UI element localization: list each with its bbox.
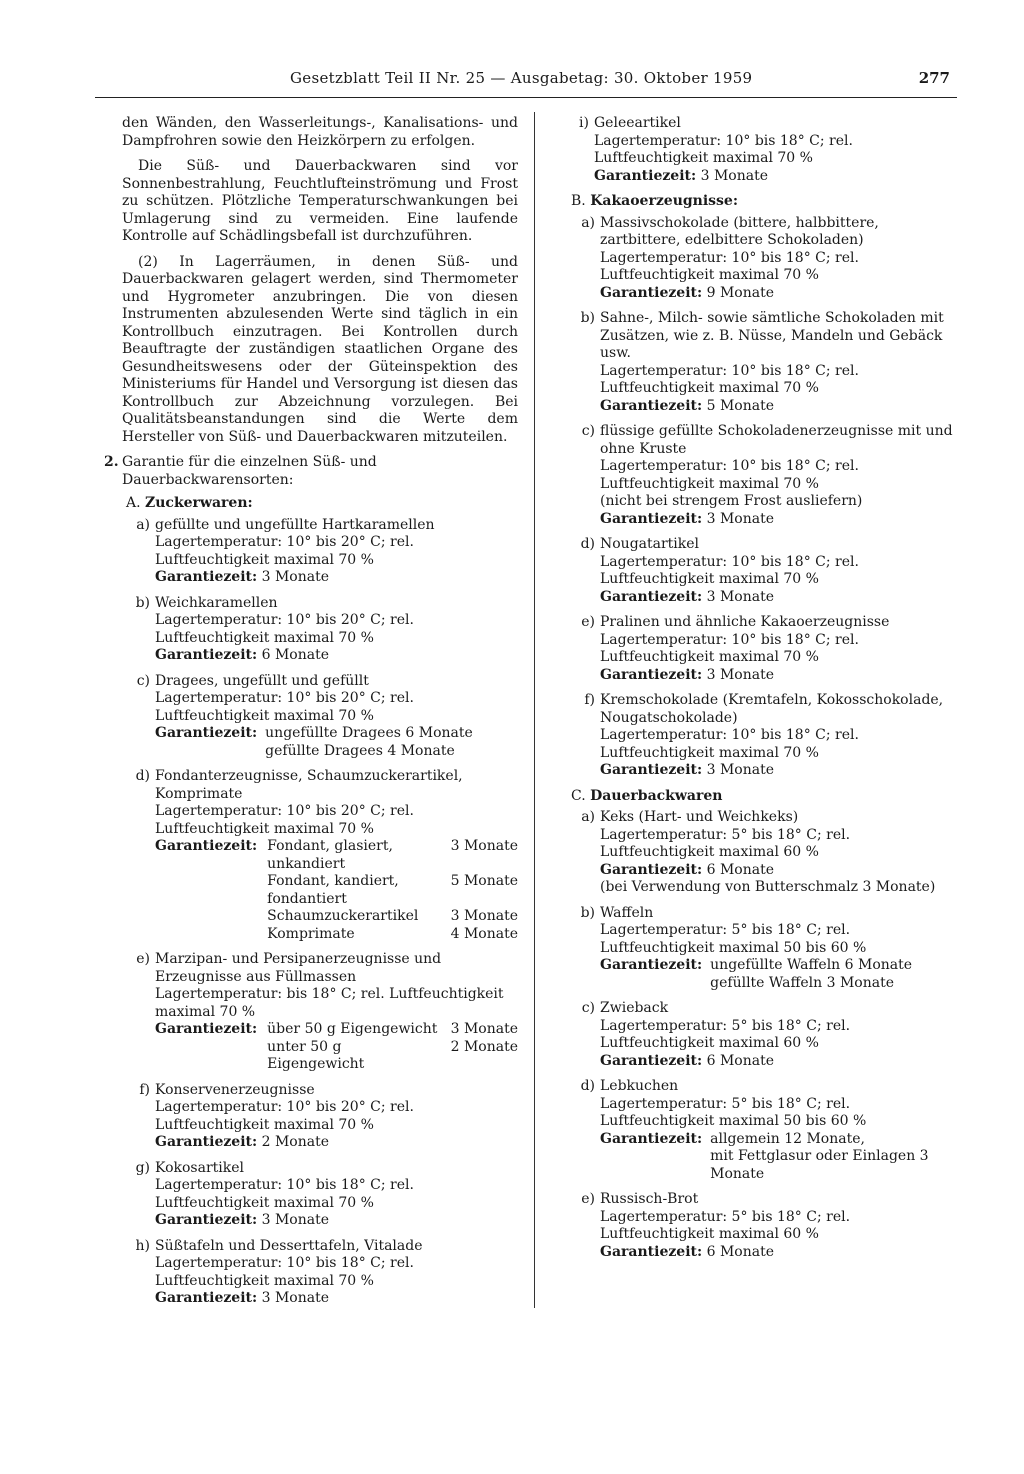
guarantee-row-value: 4 Monate [450,925,518,942]
guarantee-row-label: über 50 g Eigengewicht [267,1021,438,1037]
item-storage: Lagertemperatur: 5° bis 18° C; rel. Luftfeuchtigkeit maximal 50 bis 60 % [600,922,867,956]
item-name: Konservenerzeugnisse [155,1081,315,1098]
intro-paragraph-2: Die Süß- und Dauerbackwaren sind vor Sonnenbestrahlung, Feuchtlufteinströmung und Frost zu schützen. Plötzliche Temperaturschwankungen bei Umlagerung sind zu vermeiden. Eine laufende Kontrolle auf Schädlingsbefall ist durchzuführen. [122,158,518,244]
guarantee-row-value: 3 Monate [450,1021,518,1037]
item-name: Zwieback [600,1000,669,1016]
item-storage: Lagertemperatur: 10° bis 18° C; rel. Luftfeuchtigkeit maximal 70 % [600,249,859,283]
item-name: Geleeartikel [594,115,681,131]
guarantee-value: mit Fettglasur oder Einlagen 3 Monate [710,1148,929,1182]
item-storage: Lagertemperatur: 5° bis 18° C; rel. Luftfeuchtigkeit maximal 60 % [600,1208,851,1242]
header-rule [95,97,957,98]
item-name: Russisch-Brot [600,1191,699,1207]
guarantee-value: gefüllte Waffeln 3 Monate [710,974,895,991]
item-label: f) [584,692,595,708]
guarantee-value: ungefüllte Waffeln 6 Monate [710,957,913,973]
guarantee-table [155,1021,518,1074]
section-a-letter: A. [126,495,141,511]
guarantee-label: Garantiezeit: [155,1021,258,1037]
item-storage: Lagertemperatur: 5° bis 18° C; rel. Luftfeuchtigkeit maximal 60 % [600,1017,851,1051]
list-item [573,1191,959,1261]
section-b-title: Kakaoerzeugnisse: [590,193,738,209]
guarantee-value: ungefüllte Dragees 6 Monate [265,725,473,741]
guarantee-row-label: Fondant, glasiert, unkandiert [267,838,393,872]
section-c-items [573,809,959,1261]
guarantee-label: Garantiezeit: [600,861,703,878]
guarantee-table [155,838,518,943]
section-b-letter: B. [571,193,586,209]
item-storage: Lagertemperatur: bis 18° C; rel. Luftfeuchtigkeit maximal 70 % [155,986,504,1020]
guarantee-row-value: 3 Monate [450,838,518,854]
guarantee-label: Garantiezeit: [600,1243,703,1260]
guarantee-value: 3 Monate [706,666,775,683]
item-2-number: 2. [104,454,119,470]
page-number: 277 [918,69,950,87]
guarantee-value: 3 Monate [706,762,775,778]
item-label: a) [581,214,595,231]
item-name: Massivschokolade (bittere, halbbittere, zartbittere, edelbittere Schokoladen) [600,214,879,248]
header-title: Gesetzblatt Teil II Nr. 25 — Ausgabetag: 30. Oktober 1959 [290,69,753,87]
item-storage: Lagertemperatur: 10° bis 18° C; rel. Luftfeuchtigkeit maximal 70 % [600,553,859,587]
page-header [95,66,950,90]
item-name: gefüllte und ungefüllte Hartkaramellen [155,516,435,533]
guarantee-value: 6 Monate [261,647,330,663]
guarantee-label: Garantiezeit: [600,1052,703,1069]
item-storage: Lagertemperatur: 10° bis 18° C; rel. Luftfeuchtigkeit maximal 70 % [600,458,859,492]
guarantee-value: gefüllte Dragees 4 Monate [265,742,455,759]
guarantee-row-label: unter 50 g Eigengewicht [267,1038,365,1072]
list-item [573,1078,959,1183]
guarantee-label: Garantiezeit: [155,569,258,585]
item-name: Nougatartikel [600,536,700,552]
section-c-heading [571,788,959,806]
item-storage: Lagertemperatur: 10° bis 20° C; rel. Luftfeuchtigkeit maximal 70 % [155,534,414,568]
item-label: a) [136,516,150,533]
guarantee-value: 3 Monate [700,167,769,184]
list-item [128,673,518,761]
guarantee-table [600,1131,959,1184]
item-storage: Lagertemperatur: 5° bis 18° C; rel. Luftfeuchtigkeit maximal 60 % [600,826,851,860]
guarantee-row-value: 5 Monate [450,873,518,889]
guarantee-row-label: Schaumzuckerartikel [267,908,419,924]
guarantee-label: Garantiezeit: [600,510,703,527]
list-item [573,1000,959,1070]
section-a-title: Zuckerwaren: [145,495,253,511]
guarantee-label: Garantiezeit: [155,647,258,663]
item-label: f) [139,1081,150,1098]
left-column [104,115,518,1316]
item-name: Keks (Hart- und Weichkeks) [600,809,799,825]
guarantee-value: 9 Monate [706,284,775,301]
right-column [567,115,959,1269]
item-name: Waffeln [600,904,654,921]
item-2 [104,454,518,489]
guarantee-label: Garantiezeit: [155,725,258,741]
guarantee-label: Garantiezeit: [600,588,703,605]
list-item [573,215,959,303]
section-c-letter: C. [571,787,586,804]
item-storage: Lagertemperatur: 10° bis 18° C; rel. Luftfeuchtigkeit maximal 70 % [600,362,859,396]
item-label: c) [136,672,150,689]
item-name: Fondanterzeugnisse, Schaumzuckerartikel, Komprimate [155,768,463,802]
list-item [573,905,959,993]
item-name: Marzipan- und Persipanerzeugnisse und Erzeugnisse aus Füllmassen [155,951,442,985]
list-item [573,423,959,528]
section-b-items [573,215,959,780]
item-name: Kremschokolade (Kremtafeln, Kokosschokolade, Nougatschokolade) [600,692,944,726]
intro-paragraph-1: den Wänden, den Wasserleitungs-, Kanalisations- und Dampfrohren sowie den Heizkörpern zu erfolgen. [122,115,518,149]
item-label: d) [135,768,150,784]
item-storage: Lagertemperatur: 10° bis 18° C; rel. Luftfeuchtigkeit maximal 70 % [600,631,859,665]
item-label: h) [135,1237,150,1254]
guarantee-label: Garantiezeit: [600,1130,703,1147]
intro-paragraph-3: (2) In Lagerräumen, in denen Süß- und Dauerbackwaren gelagert werden, sind Thermometer und Hygrometer anzubringen. Die von diesen Instrumenten abzulesenden Werte sind täglich in ein Kontrollbuch einzutragen. Bei Kontrollen durch Beauftragte der zuständigen staatlichen Organe des Gesundheitswesens oder der Güteinspektion des Ministeriums für Handel und Versorgung ist diesen das Kontrollbuch zur Abzeichnung vorzulegen. Bei Qualitätsbeanstandungen sind die Werte dem Hersteller von Süß- und Dauerbackwaren mitzuteilen. [122,253,518,445]
guarantee-label: Garantiezeit: [600,666,703,683]
column-divider [534,112,535,1308]
guarantee-label: Garantiezeit: [155,1212,258,1228]
guarantee-label: Garantiezeit: [594,167,697,184]
list-item [128,517,518,587]
guarantee-value: allgemein 12 Monate, [710,1130,865,1147]
guarantee-value: 3 Monate [706,510,775,527]
item-storage: Lagertemperatur: 10° bis 20° C; rel. Luftfeuchtigkeit maximal 70 % [155,612,414,646]
item-label: g) [135,1159,150,1176]
item-storage: Lagertemperatur: 10° bis 20° C; rel. Luftfeuchtigkeit maximal 70 % [155,690,414,724]
guarantee-table [155,725,518,760]
guarantee-value: 6 Monate [706,861,775,878]
item-label: e) [581,614,595,630]
guarantee-label: Garantiezeit: [155,838,258,854]
item-name: Kokosartikel [155,1159,244,1176]
item-label: c) [581,423,595,439]
guarantee-value: 5 Monate [706,397,775,414]
item-storage: Lagertemperatur: 10° bis 20° C; rel. Luftfeuchtigkeit maximal 70 % [155,803,414,837]
item-name: Dragees, ungefüllt und gefüllt [155,672,369,689]
item-name: Süßtafeln und Desserttafeln, Vitalade [155,1237,423,1254]
list-item [128,768,518,943]
list-item [128,1238,518,1308]
guarantee-label: Garantiezeit: [600,762,703,778]
item-label: a) [581,809,595,825]
guarantee-label: Garantiezeit: [155,1134,258,1150]
item-label: b) [135,594,150,611]
item-storage: Lagertemperatur: 10° bis 18° C; rel. Luftfeuchtigkeit maximal 70 % [600,727,859,761]
guarantee-value: 3 Monate [261,1212,330,1228]
item-label: e) [581,1191,595,1207]
guarantee-label: Garantiezeit: [600,957,703,973]
section-c-title: Dauerbackwaren [590,787,723,804]
guarantee-row-value: 3 Monate [450,908,518,924]
item-label: e) [136,951,150,967]
guarantee-label: Garantiezeit: [600,284,703,301]
item-label: c) [581,1000,595,1016]
item-storage: Lagertemperatur: 10° bis 18° C; rel. Luftfeuchtigkeit maximal 70 % [155,1255,414,1289]
item-label: d) [580,536,595,552]
guarantee-row-label: Fondant, kandiert, fondantiert [267,873,399,907]
list-item [128,1160,518,1230]
list-item [573,692,959,780]
guarantee-row-label: Komprimate [267,925,355,942]
guarantee-value: 3 Monate [261,1290,330,1306]
guarantee-value: 2 Monate [261,1134,330,1150]
guarantee-value: 6 Monate [706,1243,775,1260]
item-label: b) [580,904,595,921]
list-item [128,1082,518,1152]
guarantee-value: 6 Monate [706,1052,775,1069]
list-item [573,536,959,606]
item-label: i) [579,115,589,131]
list-item [128,595,518,665]
list-item [573,310,959,415]
guarantee-table [600,957,959,992]
item-name: flüssige gefüllte Schokoladenerzeugnisse mit und ohne Kruste [600,423,953,457]
item-note: (bei Verwendung von Butterschmalz 3 Monate) [600,879,936,895]
list-item [567,115,959,185]
item-label: d) [580,1078,595,1094]
guarantee-label: Garantiezeit: [600,397,703,414]
list-item [573,809,959,897]
item-name: Lebkuchen [600,1078,679,1094]
guarantee-row-value: 2 Monate [450,1038,518,1055]
item-storage: Lagertemperatur: 10° bis 20° C; rel. Luftfeuchtigkeit maximal 70 % [155,1099,414,1133]
list-item [128,951,518,1074]
section-b-heading [571,193,959,211]
item-name: Pralinen und ähnliche Kakaoerzeugnisse [600,614,890,630]
guarantee-label: Garantiezeit: [155,1290,258,1306]
item-note: (nicht bei strengem Frost ausliefern) [600,493,863,509]
item-storage: Lagertemperatur: 10° bis 18° C; rel. Luftfeuchtigkeit maximal 70 % [594,132,853,166]
guarantee-value: 3 Monate [706,588,775,605]
item-storage: Lagertemperatur: 10° bis 18° C; rel. Luftfeuchtigkeit maximal 70 % [155,1177,414,1211]
item-name: Weichkaramellen [155,594,278,611]
item-storage: Lagertemperatur: 5° bis 18° C; rel. Luftfeuchtigkeit maximal 50 bis 60 % [600,1095,867,1129]
section-a-heading [126,495,518,513]
list-item [573,614,959,684]
item-2-text: Garantie für die einzelnen Süß- und Dauerbackwarensorten: [122,454,377,488]
section-a-items [128,517,518,1308]
guarantee-value: 3 Monate [261,569,330,585]
item-label: b) [580,310,595,326]
item-name: Sahne-, Milch- sowie sämtliche Schokoladen mit Zusätzen, wie z. B. Nüsse, Mandeln und Gebäck usw. [600,310,944,361]
